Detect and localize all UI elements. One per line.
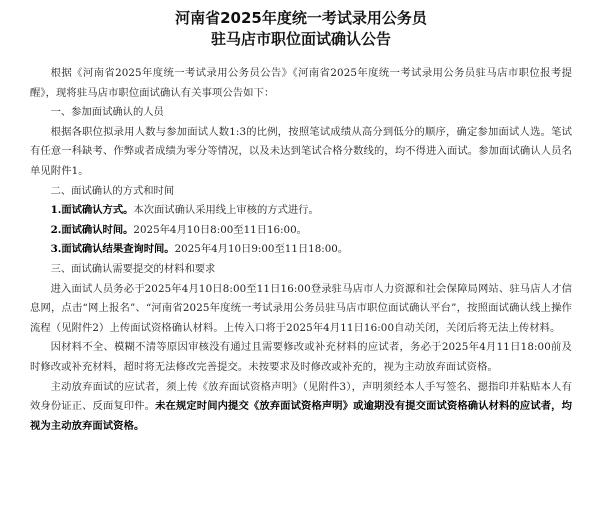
item-3 <box>30 240 572 260</box>
item-2-label: 2.面试确认时间。 <box>50 223 134 236</box>
intro-paragraph: 根据《河南省2025年度统一考试录用公务员公告》《河南省2025年度统一考试录用公务员驻马店市职位报考提醒》，现将驻马店市职位面试确认有关事项公告如下： <box>30 67 572 99</box>
title-line-1: 河南省2025年度统一考试录用公务员 <box>175 9 427 27</box>
section-3-body-1: 进入面试人员务必于2025年4月10日8:00至11日16:00登录驻马店市人力资源和社会保障局网站、驻马店人才信息网，点击“网上报名”、“河南省2025年度统一考试录用公务员驻马店市职位面试确认平台”，按照面试确认线上操作流程（见附件2）上传面试资格确认材料。上传入口将于2025年4月11日16:00自动关闭，关闭后将无法上传材料。 <box>30 282 572 334</box>
section-3-heading: 三、面试确认需要提交的材料和要求 <box>50 262 216 275</box>
item-2 <box>30 221 572 241</box>
item-1-text: 本次面试确认采用线上审核的方式进行。 <box>133 204 319 217</box>
section-3-body-3 <box>30 378 572 437</box>
item-3-label: 3.面试确认结果查询时间。 <box>50 243 175 256</box>
item-3-text: 2025年4月10日9:00至11日18:00。 <box>174 243 349 256</box>
section-3-body-2: 因材料不全、模糊不清等原因审核没有通过且需要修改或补充材料的应试者，务必于2025年4月11日18:00前及时修改或补充材料，超时将无法修改完善提交。未按要求及时修改或补充的，视为主动放弃面试资格。 <box>30 341 572 373</box>
section-2-heading: 二、面试确认的方式和时间 <box>50 184 175 197</box>
section-3-body-3-bold: 未在规定时间内提交《放弃面试资格声明》或逾期没有提交面试资格确认材料的应试者，均视为主动放弃面试资格。 <box>30 400 573 432</box>
item-1-label: 1.面试确认方式。 <box>50 204 134 217</box>
section-3-body-3-plain: 主动放弃面试的应试者，须上传《放弃面试资格声明》（见附件3），声明须经本人手写签名、摁指印并粘贴本人有效身份证正、反面复印件。 <box>30 380 572 413</box>
item-2-text: 2025年4月10日8:00至11日16:00。 <box>133 223 307 236</box>
section-1-heading: 一、参加面试确认的人员 <box>50 106 164 119</box>
section-1-body: 根据各职位拟录用人数与参加面试人数1:3的比例，按照笔试成绩从高分到低分的顺序，确定参加面试人选。笔试有任意一科缺考、作弊或者成绩为零分等情况，以及未达到笔试合格分数线的，均不得进入面试。参加面试确认人员名单见附件1。 <box>30 125 572 177</box>
item-1 <box>30 201 572 221</box>
title-line-2: 驻马店市职位面试确认公告 <box>210 30 391 48</box>
